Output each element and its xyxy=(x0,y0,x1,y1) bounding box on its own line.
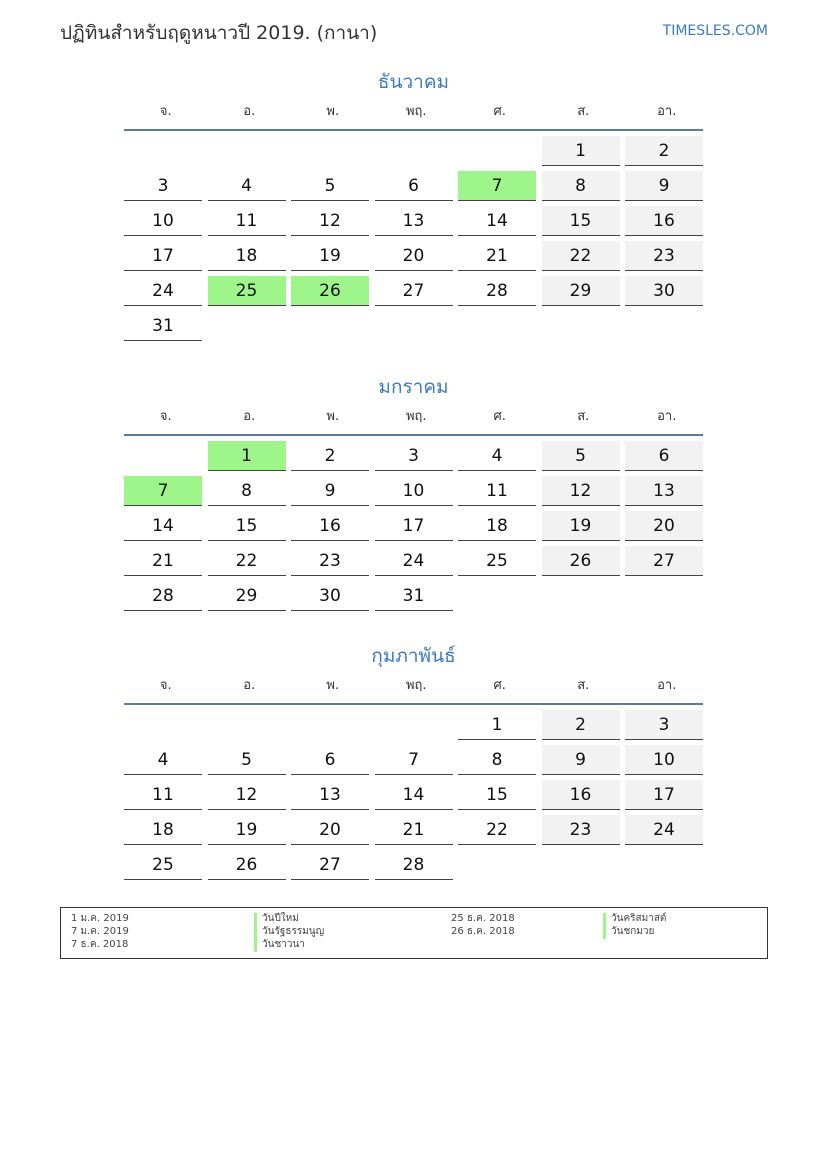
day-cell: 30 xyxy=(291,581,369,611)
day-cell: 22 xyxy=(542,241,620,271)
empty-cell xyxy=(124,710,202,740)
day-cell: 30 xyxy=(625,276,703,306)
day-cell: 6 xyxy=(625,441,703,471)
day-cell: 1 xyxy=(542,136,620,166)
day-cell: 28 xyxy=(375,850,453,880)
month-title: กุมภาพันธ์ xyxy=(371,645,456,667)
day-cell: 3 xyxy=(375,441,453,471)
holiday-legend xyxy=(60,907,768,959)
day-cell: 12 xyxy=(542,476,620,506)
legend-holiday-name: วันปีใหม่ xyxy=(254,913,299,926)
weekday-label: อา. xyxy=(657,409,677,424)
month-january xyxy=(124,372,703,611)
day-cell: 29 xyxy=(542,276,620,306)
day-cell: 4 xyxy=(458,441,536,471)
day-cell: 14 xyxy=(375,780,453,810)
day-cell: 8 xyxy=(458,745,536,775)
day-cell: 6 xyxy=(375,171,453,201)
day-cell: 28 xyxy=(458,276,536,306)
day-cell: 6 xyxy=(291,745,369,775)
day-cell: 3 xyxy=(625,710,703,740)
weekday-header xyxy=(124,406,703,436)
day-cell: 15 xyxy=(542,206,620,236)
day-cell: 13 xyxy=(625,476,703,506)
day-cell: 22 xyxy=(208,546,286,576)
page-title: ปฏิทินสำหรับฤดูหนาวปี 2019. (กานา) xyxy=(60,22,378,44)
day-grid xyxy=(124,710,703,880)
month-title: มกราคม xyxy=(378,376,449,398)
weekday-header xyxy=(124,675,703,705)
day-cell: 31 xyxy=(375,581,453,611)
day-cell: 16 xyxy=(291,511,369,541)
day-cell: 10 xyxy=(124,206,202,236)
day-cell: 20 xyxy=(291,815,369,845)
day-cell: 23 xyxy=(542,815,620,845)
day-cell: 12 xyxy=(208,780,286,810)
weekday-label: จ. xyxy=(159,678,172,693)
weekday-label: ศ. xyxy=(493,104,506,119)
holiday-day-cell: 26 xyxy=(291,276,369,306)
day-cell: 13 xyxy=(291,780,369,810)
weekday-label: พฤ. xyxy=(405,104,427,119)
day-cell: 8 xyxy=(208,476,286,506)
day-cell: 14 xyxy=(124,511,202,541)
day-cell: 5 xyxy=(542,441,620,471)
day-cell: 17 xyxy=(124,241,202,271)
weekday-label: ส. xyxy=(577,678,590,693)
weekday-header xyxy=(124,101,703,131)
day-cell: 13 xyxy=(375,206,453,236)
legend-date: 25 ธ.ค. 2018 xyxy=(451,913,515,924)
day-cell: 9 xyxy=(625,171,703,201)
day-cell: 15 xyxy=(458,780,536,810)
day-cell: 24 xyxy=(124,276,202,306)
weekday-label: พ. xyxy=(326,104,340,119)
weekday-label: จ. xyxy=(159,104,172,119)
day-cell: 23 xyxy=(625,241,703,271)
month-february xyxy=(124,641,703,880)
day-cell: 10 xyxy=(375,476,453,506)
day-cell: 19 xyxy=(291,241,369,271)
day-cell: 17 xyxy=(375,511,453,541)
day-cell: 20 xyxy=(625,511,703,541)
legend-date: 7 ม.ค. 2019 xyxy=(71,926,129,937)
empty-cell xyxy=(208,710,286,740)
weekday-label: ศ. xyxy=(493,678,506,693)
day-cell: 11 xyxy=(124,780,202,810)
day-cell: 25 xyxy=(124,850,202,880)
day-cell: 17 xyxy=(625,780,703,810)
day-cell: 20 xyxy=(375,241,453,271)
day-cell: 9 xyxy=(291,476,369,506)
weekday-label: อ. xyxy=(243,409,256,424)
day-cell: 10 xyxy=(625,745,703,775)
day-cell: 16 xyxy=(625,206,703,236)
day-cell: 15 xyxy=(208,511,286,541)
legend-holiday-name: วันชกมวย xyxy=(603,926,654,939)
day-cell: 9 xyxy=(542,745,620,775)
day-cell: 5 xyxy=(208,745,286,775)
day-cell: 27 xyxy=(291,850,369,880)
empty-cell xyxy=(291,710,369,740)
weekday-label: ส. xyxy=(577,409,590,424)
legend-date: 7 ธ.ค. 2018 xyxy=(71,939,129,950)
empty-cell xyxy=(208,136,286,166)
day-grid xyxy=(124,136,703,341)
holiday-day-cell: 7 xyxy=(124,476,202,506)
day-grid xyxy=(124,441,703,611)
day-cell: 19 xyxy=(542,511,620,541)
day-cell: 21 xyxy=(124,546,202,576)
legend-date: 26 ธ.ค. 2018 xyxy=(451,926,515,937)
weekday-label: พ. xyxy=(326,409,340,424)
empty-cell xyxy=(124,441,202,471)
day-cell: 28 xyxy=(124,581,202,611)
empty-cell xyxy=(124,136,202,166)
weekday-label: จ. xyxy=(159,409,172,424)
weekday-label: อา. xyxy=(657,678,677,693)
day-cell: 12 xyxy=(291,206,369,236)
day-cell: 26 xyxy=(208,850,286,880)
day-cell: 14 xyxy=(458,206,536,236)
day-cell: 31 xyxy=(124,311,202,341)
weekday-label: ศ. xyxy=(493,409,506,424)
day-cell: 2 xyxy=(625,136,703,166)
weekday-label: อ. xyxy=(243,104,256,119)
day-cell: 4 xyxy=(124,745,202,775)
day-cell: 1 xyxy=(458,710,536,740)
legend-holiday-name: วันคริสมาสต์ xyxy=(603,913,666,926)
day-cell: 24 xyxy=(625,815,703,845)
day-cell: 27 xyxy=(375,276,453,306)
day-cell: 24 xyxy=(375,546,453,576)
empty-cell xyxy=(291,136,369,166)
holiday-day-cell: 7 xyxy=(458,171,536,201)
weekday-label: อา. xyxy=(657,104,677,119)
day-cell: 22 xyxy=(458,815,536,845)
day-cell: 11 xyxy=(458,476,536,506)
empty-cell xyxy=(458,136,536,166)
empty-cell xyxy=(375,710,453,740)
day-cell: 4 xyxy=(208,171,286,201)
day-cell: 27 xyxy=(625,546,703,576)
day-cell: 16 xyxy=(542,780,620,810)
legend-holiday-name: วันชาวนา xyxy=(254,939,305,952)
day-cell: 25 xyxy=(458,546,536,576)
day-cell: 21 xyxy=(458,241,536,271)
legend-holiday-name: วันรัฐธรรมนูญ xyxy=(254,926,324,939)
day-cell: 19 xyxy=(208,815,286,845)
day-cell: 3 xyxy=(124,171,202,201)
day-cell: 2 xyxy=(542,710,620,740)
day-cell: 23 xyxy=(291,546,369,576)
weekday-label: อ. xyxy=(243,678,256,693)
empty-cell xyxy=(375,136,453,166)
day-cell: 5 xyxy=(291,171,369,201)
day-cell: 18 xyxy=(124,815,202,845)
day-cell: 7 xyxy=(375,745,453,775)
month-december xyxy=(124,67,703,341)
holiday-day-cell: 25 xyxy=(208,276,286,306)
day-cell: 8 xyxy=(542,171,620,201)
weekday-label: พ. xyxy=(326,678,340,693)
day-cell: 21 xyxy=(375,815,453,845)
weekday-label: ส. xyxy=(577,104,590,119)
weekday-label: พฤ. xyxy=(405,409,427,424)
legend-date: 1 ม.ค. 2019 xyxy=(71,913,129,924)
day-cell: 26 xyxy=(542,546,620,576)
holiday-day-cell: 1 xyxy=(208,441,286,471)
day-cell: 18 xyxy=(208,241,286,271)
day-cell: 18 xyxy=(458,511,536,541)
site-link[interactable]: TIMESLES.COM xyxy=(662,23,768,39)
day-cell: 29 xyxy=(208,581,286,611)
day-cell: 2 xyxy=(291,441,369,471)
day-cell: 11 xyxy=(208,206,286,236)
weekday-label: พฤ. xyxy=(405,678,427,693)
month-title: ธันวาคม xyxy=(377,71,450,93)
